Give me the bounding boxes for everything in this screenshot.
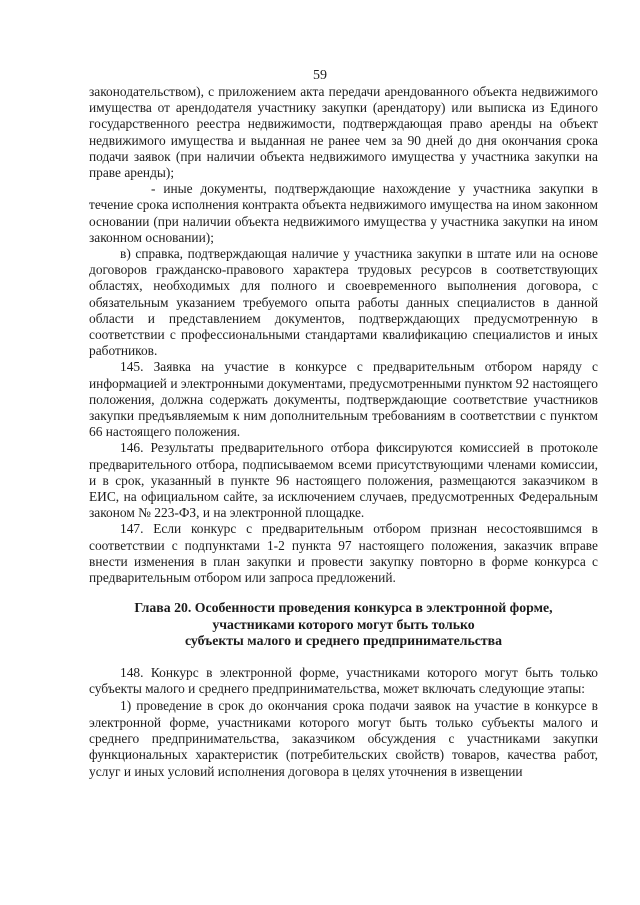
paragraph-145: 145. Заявка на участие в конкурсе с предварительным отбором наряду с информацией и электронными документами, предусмотренными пунктом 92 настоящего положения, должна содержать документы, подтверждающие соответствие участников закупки предъявляемым к ним дополнительным требованиям в соответствии с пунктом 66 настоящего положения. <box>89 359 598 440</box>
paragraph-other-documents: - иные документы, подтверждающие нахождение у участника закупки в течение срока исполнения контракта объекта недвижимого имущества на ином законном основании (при наличии объекта недвижимого имущества у участника закупки на ином законном основании); <box>89 181 598 245</box>
chapter-heading-line: Глава 20. Особенности проведения конкурса в электронной форме, <box>134 600 553 615</box>
page-number: 59 <box>313 68 327 83</box>
paragraph-148: 148. Конкурс в электронной форме, участниками которого могут быть только субъекты малого и среднего предпринимательства, может включать следующие этапы: <box>89 665 598 697</box>
chapter-heading-line: участниками которого могут быть только <box>212 616 475 632</box>
body-text-bottom <box>89 665 598 781</box>
paragraph-148-item-1: 1) проведение в срок до окончания срока подачи заявок на участие в конкурсе в электронной форме, участниками которого могут быть только субъекты малого и среднего предпринимательства, заказчиком обсуждения с участниками закупки функциональных характеристик (потребительских свойств) товаров, качества работ, услуг и иных условий исполнения договора в целях уточнения в извещении <box>89 698 598 779</box>
paragraph-continuation: законодательством), с приложением акта передачи арендованного объекта недвижимого имущества от арендодателя участнику закупки (арендатору) или выписка из Единого государственного реестра недвижимости, подтверждающая право аренды на объект недвижимого имущества и выданная не ранее чем за 90 дней до дня окончания срока подачи заявок (при наличии объекта недвижимого имущества у участника закупки на праве аренды); <box>89 84 598 181</box>
paragraph-staff-certificate: в) справка, подтверждающая наличие у участника закупки в штате или на основе договоров гражданско-правового характера трудовых ресурсов в соответствующих областях, необходимых для полного и своевременного выполнения договора, с обязательным указанием требуемого опыта работы данных специалистов в данной области и представлением документов, подтверждающих предусмотренную в соответствии с профессиональными стандартами квалификацию специалистов и иных работников. <box>89 246 598 359</box>
chapter-heading <box>89 600 598 650</box>
chapter-heading-line: субъекты малого и среднего предпринимательства <box>184 633 503 648</box>
paragraph-146: 146. Результаты предварительного отбора фиксируются комиссией в протоколе предварительного отбора, подписываемом всеми присутствующими членами комиссии, и в срок, указанный в пункте 96 настоящего положения, размещаются заказчиком в ЕИС, на официальном сайте, за исключением случаев, предусмотренных Федеральным законом № 223-ФЗ, и на электронной площадке. <box>89 440 598 521</box>
paragraph-147: 147. Если конкурс с предварительным отбором признан несостоявшимся в соответствии с подпунктами 1-2 пункта 97 настоящего положения, заказчик вправе внести изменения в план закупки и провести закупку повторно в форме конкурса с предварительным отбором или запроса предложений. <box>89 521 598 586</box>
body-text-top <box>89 84 598 586</box>
